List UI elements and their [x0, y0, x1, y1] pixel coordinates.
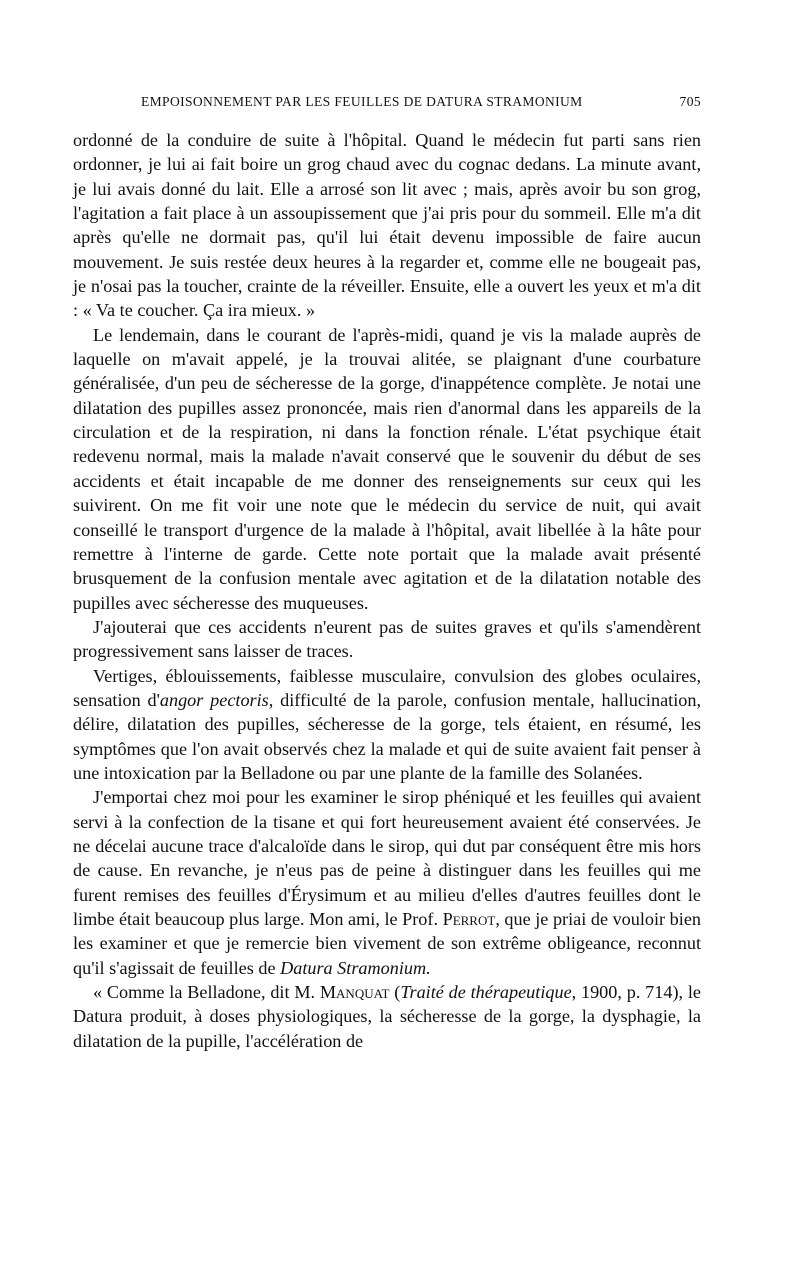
paragraph-text: J'emportai chez moi pour les examiner le sirop phéniqué et les feuilles qui avaient servi à la confection de la tisane et qui fort heureusement avaient été conservées. Je ne décelai aucune trace d'alcaloïde dans le sirop, qui dut par conséquent être mis hors de cause. En revanche, je n'eus pas de peine à distinguer dans les feuilles qui me furent remises des feuilles d'Érysimum et au milieu d'elles d'autres feuilles dont le limbe était beaucoup plus large. Mon ami, le Prof.: [73, 787, 701, 929]
paragraph: [73, 980, 701, 1053]
book-title: Traité de thérapeutique: [400, 982, 572, 1003]
page-number: 705: [679, 94, 701, 109]
paragraph-text: , difficulté de la parole, confusion mentale, hallucination, délire, dilatation des pupilles, sécheresse de la gorge, tels étaient, en résumé, les symptômes que l'on avait observés chez la malade et qui de suite avaient fait penser à une intoxication par la Belladone ou par une plante de la famille des Solanées.: [73, 689, 701, 783]
paragraph-text: J'ajouterai que ces accidents n'eurent pas de suites graves et qu'ils s'amendèrent progressivement sans laisser de traces.: [73, 616, 701, 662]
body-text: [73, 128, 701, 1053]
paragraph: [73, 615, 701, 664]
author-name: Manquat: [319, 982, 390, 1003]
paragraph-text: Vertiges, éblouissements, faiblesse musculaire, convulsion des globes oculaires, sensation d': [73, 665, 701, 710]
species-name: Datura Stramonium.: [280, 957, 431, 978]
author-name: Perrot: [442, 909, 496, 929]
paragraph: [73, 128, 701, 323]
paragraph-text: , 1900, p. 714), le Datura produit, à doses physiologiques, la sécheresse de la gorge, la dysphagie, la dilatation de la pupille, l'accélération de: [73, 982, 701, 1051]
paragraph: [73, 785, 701, 980]
paragraph-text: (: [389, 982, 401, 1003]
italic-term: angor pectoris: [159, 689, 269, 710]
paragraph-text: Le lendemain, dans le courant de l'après-midi, quand je vis la malade auprès de laquelle on m'avait appelé, je la trouvai alitée, se plaignant d'une courbature généralisée, d'un peu de sécheresse de la gorge, d'inappétence complète. Je notai une dilatation des pupilles assez prononcée, mais rien d'anormal dans les appareils de la circulation et de la respiration, ni dans la fonction rénale. L'état psychique était redevenu normal, mais la malade n'avait conservé que le souvenir du début de ses accidents et était incapable de me donner des renseignements sur ceux qui les suivirent. On me fit voir une note que le médecin du service de nuit, qui avait conseillé le transport d'urgence de la malade à l'hôpital, avait libellée à la hâte pour remettre à l'interne de garde. Cette note portait que la malade avait présenté brusquement de la confusion mentale avec agitation et de la dilatation notable des pupilles avec sécheresse des muqueuses.: [73, 324, 701, 613]
page-header: [73, 92, 701, 118]
book-page: [73, 92, 701, 1053]
paragraph-text: ordonné de la conduire de suite à l'hôpital. Quand le médecin fut parti sans rien ordonner, je lui ai fait boire un grog chaud avec du cognac dedans. La minute avant, je lui avais donné du lait. Elle a arrosé son lit avec ; mais, après avoir bu son grog, l'agitation a fait place à un assoupissement que j'ai pris pour du sommeil. Elle m'a dit après qu'elle ne dormait pas, qu'il lui était devenu impossible de faire aucun mouvement. Je suis restée deux heures à la regarder et, comme elle ne bougeait pas, je n'osai pas la toucher, crainte de la réveiller. Ensuite, elle a ouvert les yeux et m'a dit : « Va te coucher. Ça ira mieux. »: [73, 130, 701, 321]
paragraph: [73, 323, 701, 615]
running-title: EMPOISONNEMENT PAR LES FEUILLES DE DATURA STRAMONIUM: [141, 94, 583, 109]
paragraph-text: , que je priai de vouloir bien les examiner et que je remercie bien vivement de son extrême obligeance, reconnut qu'il s'agissait de feuilles de: [73, 909, 701, 978]
paragraph: [73, 664, 701, 786]
paragraph-text: « Comme la Belladone, dit M.: [93, 982, 320, 1003]
